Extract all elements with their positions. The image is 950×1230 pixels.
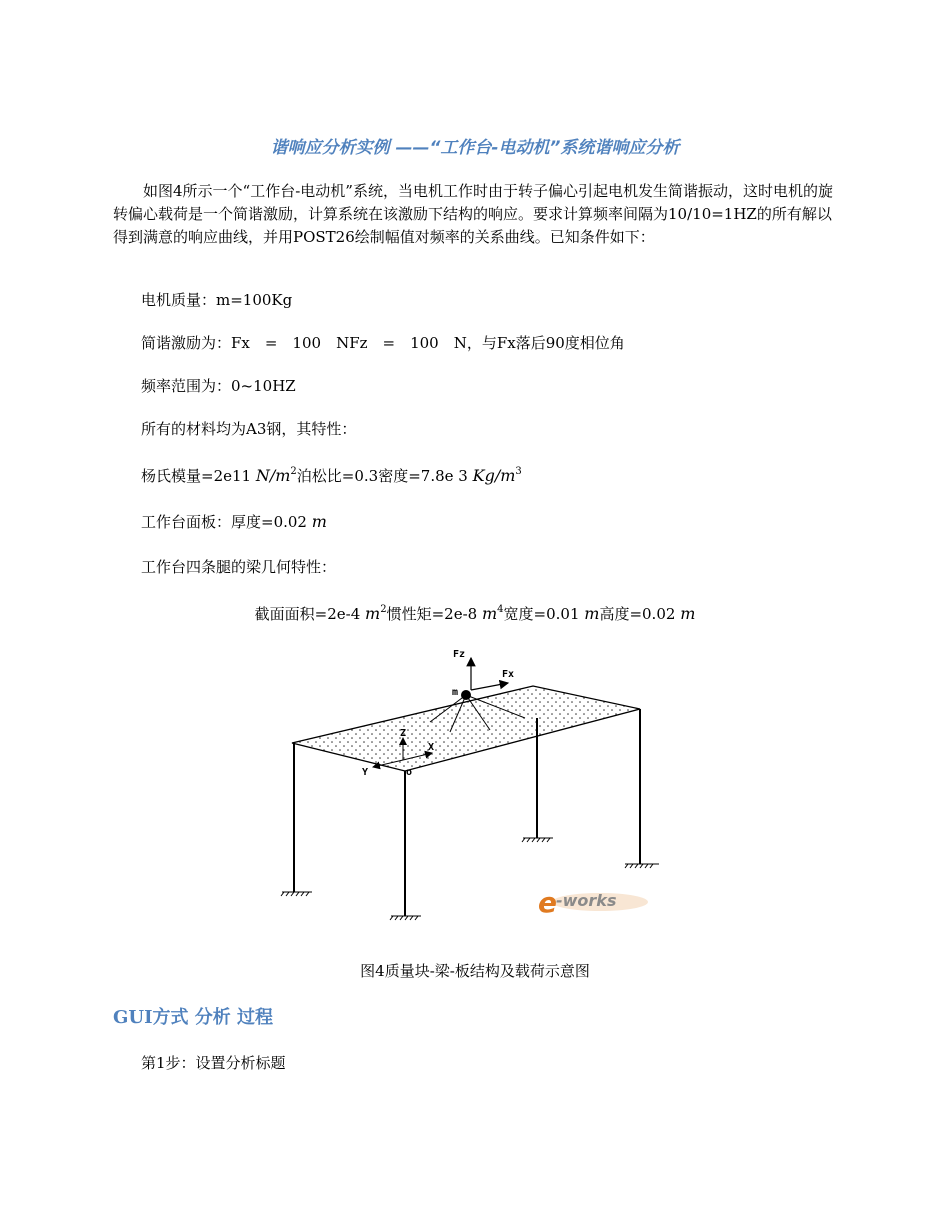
beam-properties-line [0,603,950,624]
force-fx-arrow [471,683,508,690]
fx-label: Fx [502,669,515,680]
figure-caption: 图4质量块-梁-板结构及载荷示意图 [360,962,590,980]
mass-line: 电机质量：m=100Kg [141,291,293,309]
area-unit: m [365,604,381,623]
excitation-line: 简谐激励为：Fx = 100 NFz = 100 N，与Fx落后90度相位角 [141,334,625,352]
panel-thickness-label: 工作台面板：厚度=0.02 [141,513,307,531]
youngs-exponent: 2 [290,466,297,477]
panel-thickness-line [141,511,327,532]
poisson-ratio: 泊松比=0.3 [296,467,379,485]
z-label: Z [400,728,407,739]
document-title: 谐响应分析实例 ——“工作台-电动机”系统谐响应分析 [270,138,680,158]
width-unit: m [584,604,600,623]
intro-text: 如图4所示一个“工作台-电动机”系统，当电机工作时由于转子偏心引起电机发生简谐振动，这时电机的旋转偏心载荷是一个简谐激励，计算系统在该激励下结构的响应。要求计算频率间隔为10/10=1HZ的所有解以得到满意的响应曲线，并用POST26绘制幅值对频率的关系曲线。已知条件如下： [113,182,833,246]
width-label: 宽度=0.01 [503,605,580,623]
eworks-logo [538,886,648,919]
structure-figure [270,640,670,925]
logo-works: -works [556,891,617,910]
inertia-unit: m [481,604,498,623]
height-unit: m [680,604,696,623]
intro-paragraph [113,180,838,249]
area-exponent: 2 [380,604,387,615]
youngs-modulus-label: 杨氏模量=2e11 [141,467,252,485]
height-label: 高度=0.02 [599,605,676,623]
area-label: 截面面积=2e-4 [254,605,361,623]
section-heading: GUI方式 分析 过程 [113,1007,274,1028]
y-label: Y [362,767,369,778]
logo-e: e [538,886,557,919]
density-exponent: 3 [515,466,522,477]
inertia-exponent: 4 [497,604,504,615]
origin-label: o [406,767,413,778]
x-label: X [428,742,435,753]
material-properties-line [141,465,522,486]
structure-diagram [270,640,670,925]
inertia-label: 惯性矩=2e-8 [386,605,478,623]
panel-unit: m [311,512,327,531]
fz-label: Fz [453,649,466,660]
mass-block [461,690,471,700]
frequency-range-line: 频率范围为：0~10HZ [141,377,296,395]
legs-intro-line: 工作台四条腿的梁几何特性： [141,558,337,576]
m-label: m [452,687,459,698]
density-unit: Kg/m [472,466,516,485]
step-1-line: 第1步：设置分析标题 [141,1054,286,1072]
material-intro-line: 所有的材料均为A3钢，其特性： [141,420,357,438]
youngs-unit: N/m [255,466,291,485]
density-label: 密度=7.8e 3 [378,467,468,485]
